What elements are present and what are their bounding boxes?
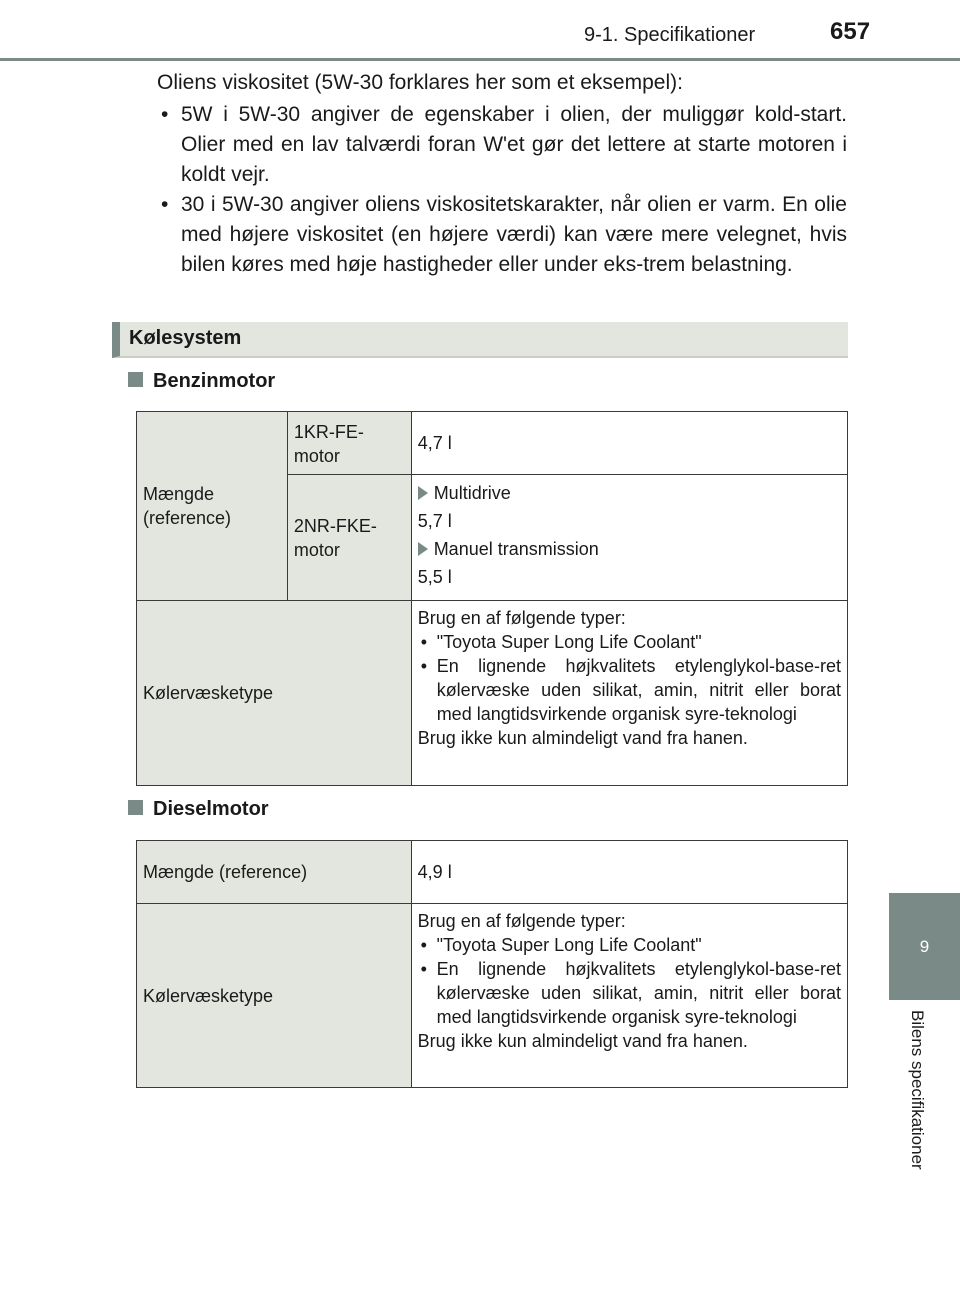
table-row bbox=[137, 904, 848, 1088]
coolant-value-cell bbox=[411, 601, 847, 786]
chapter-label-text: Bilens specifikationer bbox=[908, 1010, 927, 1170]
coolant-note: Brug ikke kun almindeligt vand fra hanen. bbox=[417, 1031, 748, 1051]
square-bullet-icon bbox=[128, 800, 143, 815]
quantity-label: Mængde (reference) bbox=[143, 862, 308, 882]
option-manual bbox=[418, 535, 841, 563]
quantity-label-cell bbox=[137, 841, 412, 904]
engine2-cell bbox=[287, 475, 411, 601]
chapter-tab bbox=[889, 893, 960, 1000]
intro-bullet: • 30 i 5W-30 angiver oliens viskositetskarakter, når olien er varm. En olie med højere viskositet (en højere værdi) kan være mere velegnet, hvis bilen køres med høje hastigheder eller under eks-trem belastning. bbox=[157, 190, 847, 280]
coolant-intro: Brug en af følgende typer: bbox=[417, 608, 626, 628]
petrol-heading-text: Benzinmotor bbox=[153, 370, 276, 392]
petrol-heading bbox=[128, 370, 275, 393]
diesel-table bbox=[136, 840, 848, 1088]
engine1-value: 4,7 l bbox=[417, 433, 452, 453]
arrow-right-icon bbox=[418, 486, 428, 500]
intro-lead: Oliens viskositet (5W-30 forklares her som et eksempel): bbox=[157, 71, 683, 94]
engine2-values-cell bbox=[411, 475, 847, 601]
option-value: 5,7 l bbox=[417, 511, 452, 531]
quantity-value-cell bbox=[411, 841, 847, 904]
intro-bullet: • 5W i 5W-30 angiver de egenskaber i olien, der muliggør kold-start. Olier med en lav talværdi foran W'et gør det lettere at starte motoren i koldt vejr. bbox=[157, 100, 847, 190]
quantity-value: 4,9 l bbox=[417, 862, 452, 882]
section-heading-bar bbox=[112, 322, 848, 358]
engine1-cell bbox=[287, 412, 411, 475]
diesel-heading-text: Dieselmotor bbox=[153, 798, 269, 820]
viscosity-intro bbox=[157, 68, 847, 280]
quantity-label-cell bbox=[137, 412, 288, 601]
option-value: 5,5 l bbox=[417, 567, 452, 587]
coolant-label-cell bbox=[137, 601, 412, 786]
option-label: Multidrive bbox=[433, 483, 511, 503]
coolant-label: Kølervæsketype bbox=[143, 683, 274, 703]
coolant-label: Kølervæsketype bbox=[143, 985, 274, 1006]
engine1-value-cell bbox=[411, 412, 847, 475]
coolant-bullet: • "Toyota Super Long Life Coolant" bbox=[418, 630, 841, 654]
square-bullet-icon bbox=[128, 372, 143, 387]
coolant-value-cell bbox=[411, 904, 847, 1088]
chapter-label bbox=[897, 1010, 927, 1200]
arrow-right-icon bbox=[418, 542, 428, 556]
petrol-table bbox=[136, 411, 848, 786]
section-title: 9-1. Specifikationer bbox=[584, 24, 756, 46]
engine2-label: 2NR-FKE-motor bbox=[293, 515, 377, 560]
coolant-bullet: • "Toyota Super Long Life Coolant" bbox=[418, 933, 841, 957]
diesel-heading bbox=[128, 798, 269, 821]
coolant-intro: Brug en af følgende typer: bbox=[417, 911, 626, 931]
coolant-note: Brug ikke kun almindeligt vand fra hanen. bbox=[417, 728, 748, 748]
coolant-bullet: • En lignende højkvalitets etylenglykol-base-ret kølervæske uden silikat, amin, nitrit eller borat med langtidsvirkende organisk syre-teknologi bbox=[418, 957, 841, 1029]
engine1-label: 1KR-FE-motor bbox=[293, 422, 364, 466]
coolant-label-cell bbox=[137, 904, 412, 1088]
chapter-number: 9 bbox=[919, 936, 930, 956]
header-rule bbox=[0, 58, 960, 61]
table-row bbox=[137, 412, 848, 475]
table-row bbox=[137, 601, 848, 786]
section-heading: Kølesystem bbox=[129, 327, 242, 349]
intro-bullets bbox=[157, 100, 847, 280]
table-row bbox=[137, 841, 848, 904]
option-multidrive bbox=[418, 479, 841, 507]
page-number: 657 bbox=[830, 18, 871, 45]
coolant-bullet: • En lignende højkvalitets etylenglykol-base-ret kølervæske uden silikat, amin, nitrit eller borat med langtidsvirkende organisk syre-teknologi bbox=[418, 654, 841, 726]
quantity-label: Mængde (reference) bbox=[143, 484, 232, 528]
option-label: Manuel transmission bbox=[433, 539, 599, 559]
